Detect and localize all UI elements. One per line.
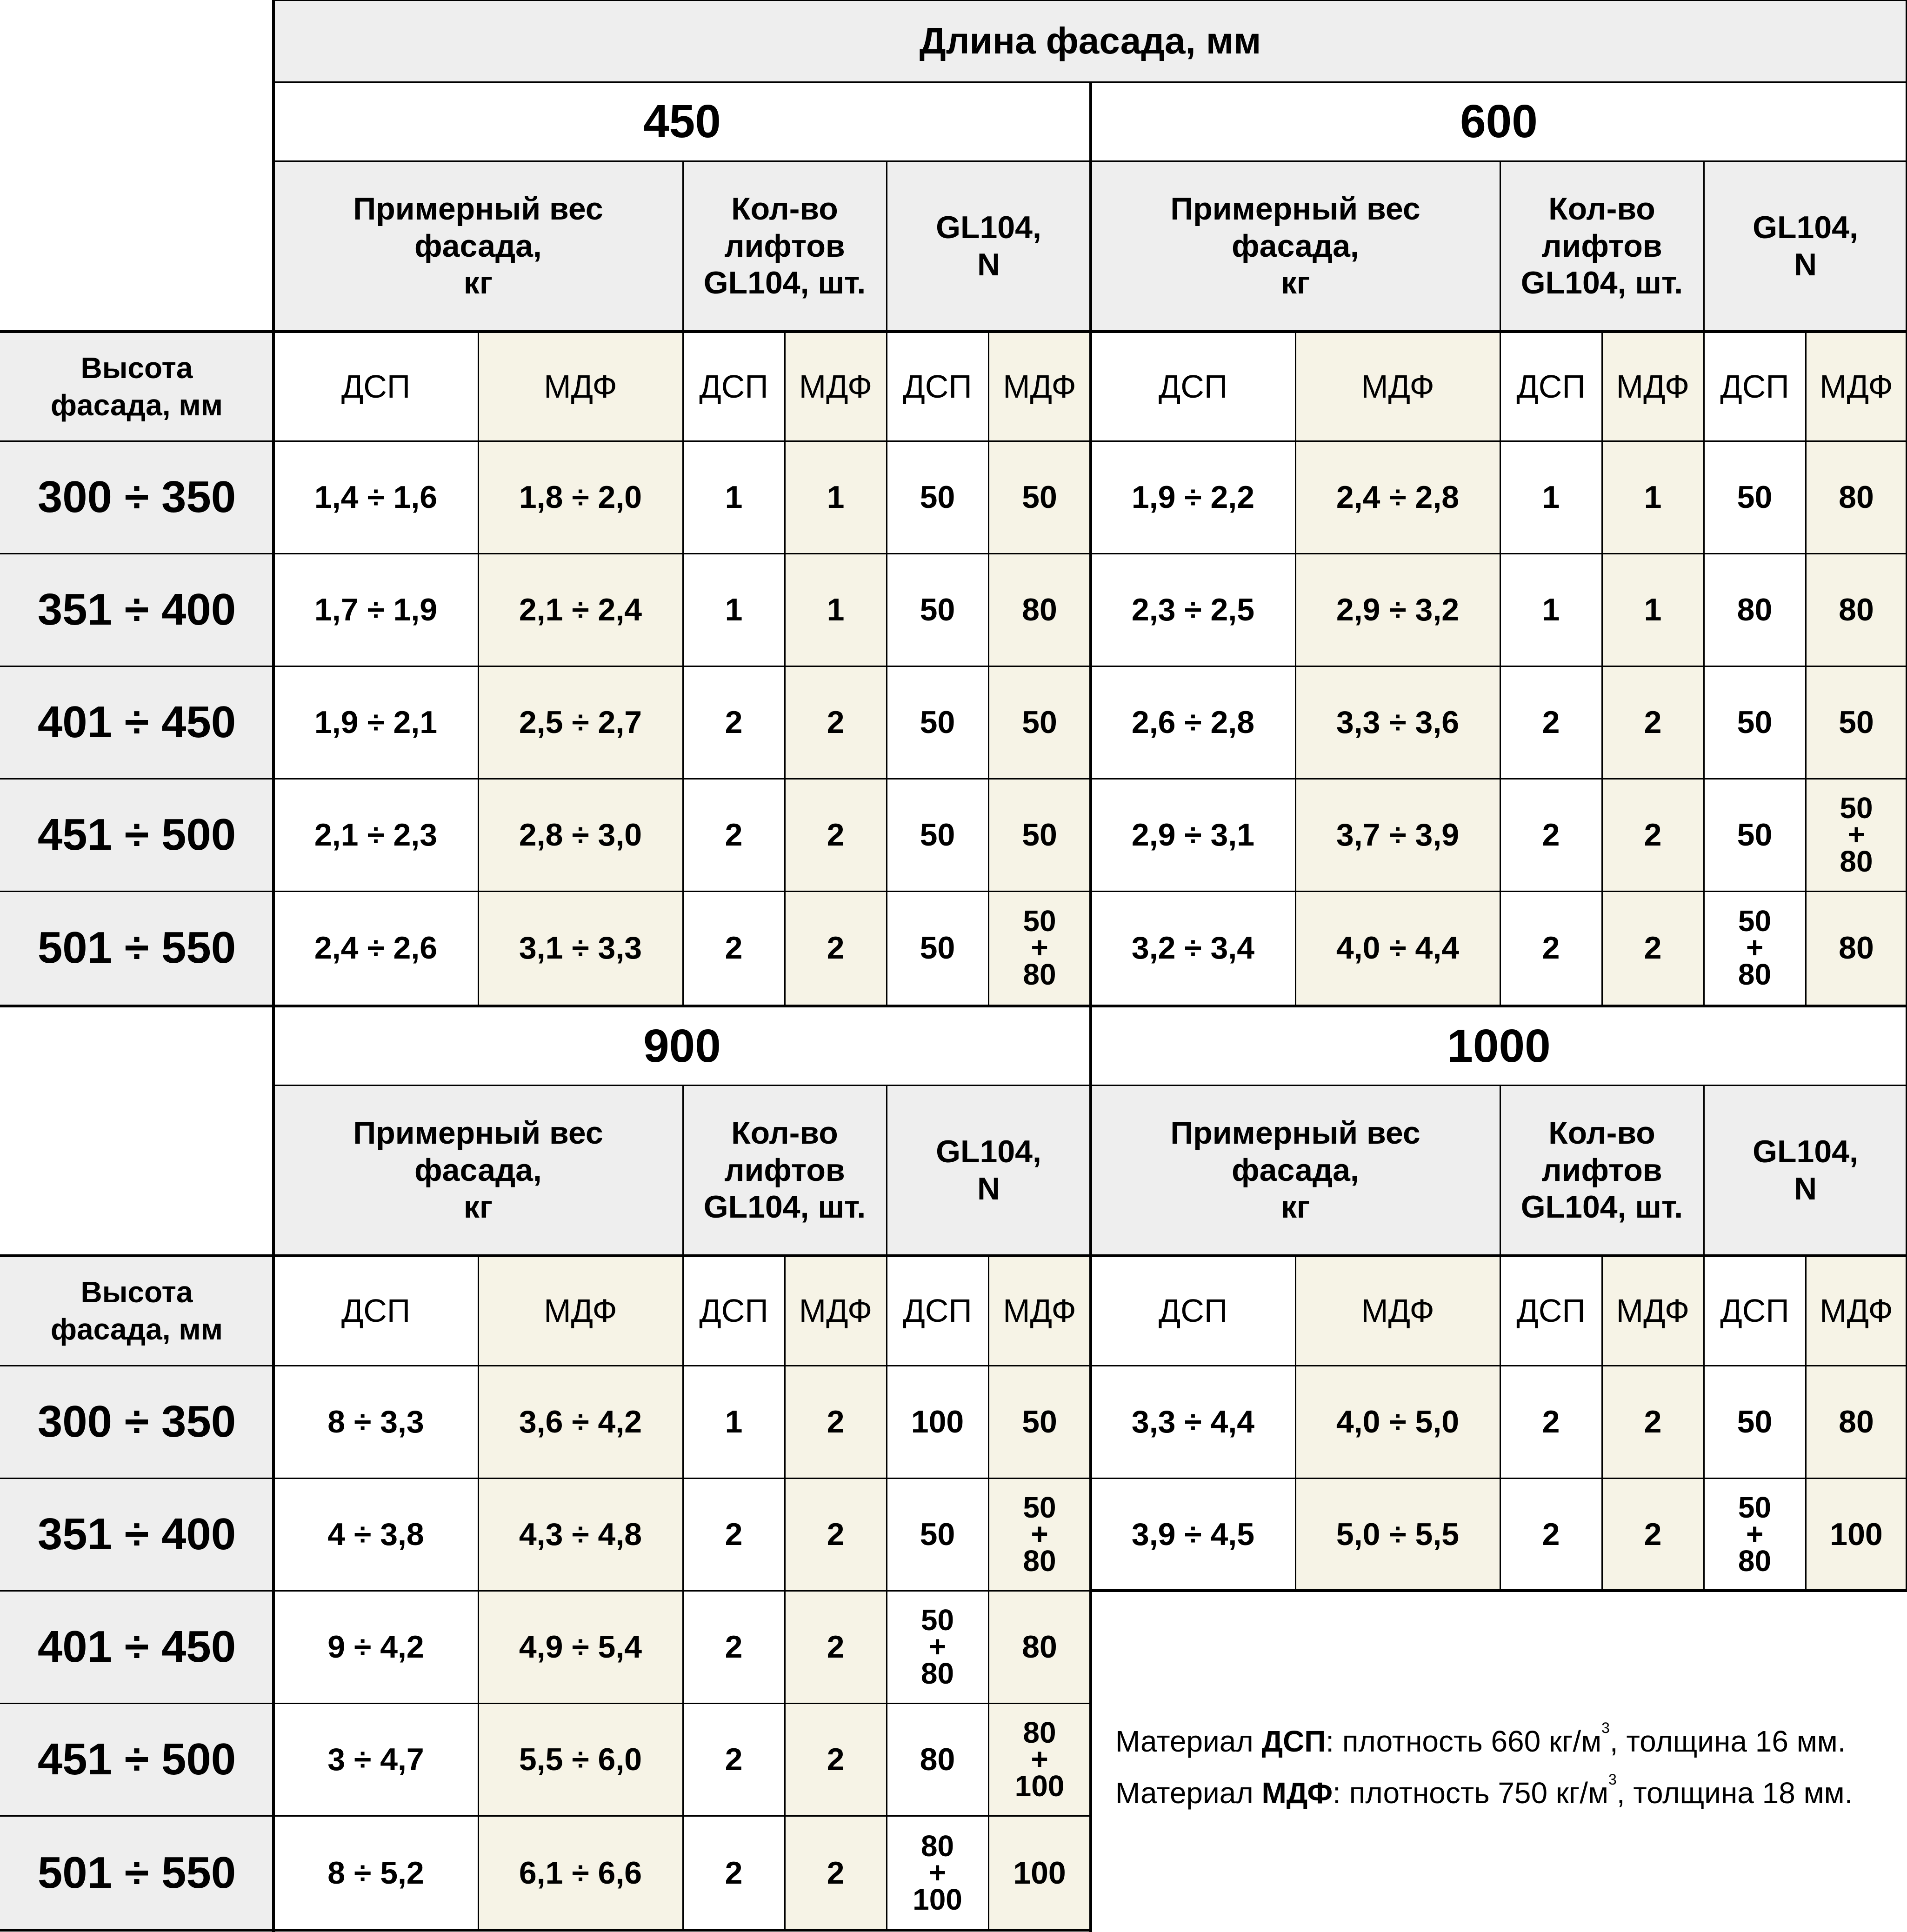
table-cell: 3,1 ÷ 3,3	[478, 891, 683, 1005]
table-cell: 50	[988, 779, 1091, 891]
table-cell: 3 ÷ 4,7	[273, 1703, 478, 1816]
grid-line	[886, 1085, 887, 1930]
table-cell: 2	[785, 1478, 887, 1591]
table-cell: 2	[785, 666, 887, 779]
table-cell: 2	[1500, 779, 1602, 891]
mdf-subheader: МДФ	[1806, 1256, 1907, 1366]
height-range-label: 351 ÷ 400	[0, 1478, 273, 1591]
lifts-group-header: Кол-во лифтов GL104, шт.	[1500, 161, 1704, 332]
table-cell: 50 + 80	[887, 1591, 988, 1703]
table-cell: 2	[785, 1591, 887, 1703]
material-name: МДФ	[1261, 1776, 1333, 1810]
dsp-subheader: ДСП	[1704, 332, 1806, 441]
table-cell: 2,5 ÷ 2,7	[478, 666, 683, 779]
table-cell: 2,3 ÷ 2,5	[1091, 553, 1295, 666]
table-cell: 2	[683, 1478, 785, 1591]
table-cell: 8 ÷ 5,2	[273, 1816, 478, 1930]
grid-line	[1500, 1085, 1501, 1591]
grid-line	[1703, 161, 1705, 1006]
mdf-subheader: МДФ	[1806, 332, 1907, 441]
table-cell: 1	[683, 441, 785, 553]
table-cell: 1	[683, 1366, 785, 1478]
table-cell: 1	[785, 553, 887, 666]
table-cell: 50	[887, 666, 988, 779]
mdf-subheader: МДФ	[478, 332, 683, 441]
grid-line	[0, 1005, 1907, 1007]
table-cell: 2,9 ÷ 3,1	[1091, 779, 1295, 891]
dsp-subheader: ДСП	[1091, 1256, 1295, 1366]
table-cell: 50	[1806, 666, 1907, 779]
table-cell: 100	[887, 1366, 988, 1478]
table-cell: 2	[683, 891, 785, 1005]
grid-line	[1805, 1256, 1807, 1591]
dsp-subheader: ДСП	[273, 332, 478, 441]
table-cell: 2	[1602, 1366, 1704, 1478]
table-cell: 2	[683, 1591, 785, 1703]
lifts-group-header: Кол-во лифтов GL104, шт.	[1500, 1085, 1704, 1256]
table-cell: 2	[683, 779, 785, 891]
table-cell: 80	[1806, 553, 1907, 666]
table-cell: 50	[988, 441, 1091, 553]
table-cell: 4,9 ÷ 5,4	[478, 1591, 683, 1703]
table-cell: 2,4 ÷ 2,6	[273, 891, 478, 1005]
height-range-label: 501 ÷ 550	[0, 891, 273, 1005]
table-cell: 50	[887, 1478, 988, 1591]
table-cell: 1	[1602, 441, 1704, 553]
weight-group-header: Примерный вес фасада, кг	[273, 161, 683, 332]
grid-line	[1703, 1085, 1705, 1591]
grid-line	[784, 1256, 786, 1930]
dsp-subheader: ДСП	[683, 332, 785, 441]
table-cell: 80	[1806, 891, 1907, 1005]
table-cell: 1	[1602, 553, 1704, 666]
table-cell: 2,6 ÷ 2,8	[1091, 666, 1295, 779]
grid-line	[1295, 1256, 1296, 1591]
table-cell: 100	[988, 1816, 1091, 1930]
table-cell: 80	[1806, 441, 1907, 553]
table-cell: 50	[988, 666, 1091, 779]
table-cell: 4 ÷ 3,8	[273, 1478, 478, 1591]
grid-line	[1295, 332, 1296, 1006]
table-cell: 2	[1500, 1366, 1602, 1478]
table-cell: 50 + 80	[1806, 779, 1907, 891]
grid-line	[0, 666, 1907, 667]
grid-line	[682, 1085, 684, 1930]
force-group-header: GL104, N	[887, 161, 1091, 332]
table-cell: 8 ÷ 3,3	[273, 1366, 478, 1478]
mdf-subheader: МДФ	[785, 332, 887, 441]
grid-line	[0, 1478, 1907, 1479]
grid-line	[0, 1365, 1907, 1366]
grid-line	[0, 1815, 1091, 1817]
height-column-header: Высота фасада, мм	[0, 332, 273, 441]
mdf-subheader: МДФ	[1295, 332, 1500, 441]
table-cell: 50	[1704, 666, 1806, 779]
table-cell: 2	[1602, 1478, 1704, 1591]
table-cell: 50 + 80	[1704, 891, 1806, 1005]
table-cell: 3,3 ÷ 3,6	[1295, 666, 1500, 779]
height-range-label: 401 ÷ 450	[0, 1591, 273, 1703]
dsp-subheader: ДСП	[1091, 332, 1295, 441]
table-cell: 2,1 ÷ 2,3	[273, 779, 478, 891]
force-group-header: GL104, N	[1704, 161, 1907, 332]
table-cell: 50 + 80	[988, 891, 1091, 1005]
page-title: Длина фасада, мм	[273, 0, 1907, 82]
table-cell: 2	[1500, 1478, 1602, 1591]
table-cell: 1,8 ÷ 2,0	[478, 441, 683, 553]
grid-line	[273, 0, 1907, 1]
table-cell: 1,4 ÷ 1,6	[273, 441, 478, 553]
height-range-label: 300 ÷ 350	[0, 441, 273, 553]
facade-length-header: 1000	[1091, 1007, 1907, 1085]
dsp-subheader: ДСП	[273, 1256, 478, 1366]
lifts-group-header: Кол-во лифтов GL104, шт.	[683, 161, 887, 332]
grid-line	[0, 1254, 1907, 1257]
weight-group-header: Примерный вес фасада, кг	[1091, 161, 1500, 332]
table-cell: 6,1 ÷ 6,6	[478, 1816, 683, 1930]
mdf-subheader: МДФ	[988, 1256, 1091, 1366]
table-cell: 80	[988, 553, 1091, 666]
table-cell: 80	[988, 1591, 1091, 1703]
weight-group-header: Примерный вес фасада, кг	[273, 1085, 683, 1256]
table-cell: 50 + 80	[1704, 1478, 1806, 1591]
mdf-subheader: МДФ	[1602, 332, 1704, 441]
dsp-subheader: ДСП	[887, 1256, 988, 1366]
grid-line	[1601, 332, 1603, 1006]
height-range-label: 501 ÷ 550	[0, 1816, 273, 1930]
table-cell: 2	[785, 1703, 887, 1816]
height-column-header: Высота фасада, мм	[0, 1256, 273, 1366]
table-cell: 4,0 ÷ 5,0	[1295, 1366, 1500, 1478]
table-cell: 80	[1704, 553, 1806, 666]
dsp-subheader: ДСП	[887, 332, 988, 441]
table-cell: 2	[1500, 891, 1602, 1005]
material-name: ДСП	[1261, 1725, 1326, 1758]
table-cell: 50	[887, 553, 988, 666]
table-cell: 5,5 ÷ 6,0	[478, 1703, 683, 1816]
grid-line	[1091, 1589, 1907, 1592]
table-cell: 1,9 ÷ 2,1	[273, 666, 478, 779]
height-range-label: 401 ÷ 450	[0, 666, 273, 779]
grid-line	[988, 332, 989, 1006]
table-cell: 1	[683, 553, 785, 666]
mdf-subheader: МДФ	[478, 1256, 683, 1366]
table-cell: 2,4 ÷ 2,8	[1295, 441, 1500, 553]
grid-line	[886, 161, 887, 1006]
table-cell: 50 + 80	[988, 1478, 1091, 1591]
table-cell: 1,9 ÷ 2,2	[1091, 441, 1295, 553]
dsp-subheader: ДСП	[1500, 1256, 1602, 1366]
height-range-label: 351 ÷ 400	[0, 553, 273, 666]
table-cell: 2	[785, 891, 887, 1005]
facade-length-header: 600	[1091, 82, 1907, 161]
table-cell: 80 + 100	[988, 1703, 1091, 1816]
grid-line	[478, 332, 479, 1006]
mdf-subheader: МДФ	[988, 332, 1091, 441]
table-cell: 1	[1500, 441, 1602, 553]
table-cell: 5,0 ÷ 5,5	[1295, 1478, 1500, 1591]
facade-length-header: 900	[273, 1007, 1091, 1085]
dsp-subheader: ДСП	[683, 1256, 785, 1366]
force-group-header: GL104, N	[1704, 1085, 1907, 1256]
mdf-subheader: МДФ	[785, 1256, 887, 1366]
table-cell: 4,3 ÷ 4,8	[478, 1478, 683, 1591]
table-cell: 2	[1500, 666, 1602, 779]
grid-line	[0, 1929, 1091, 1932]
table-cell: 9 ÷ 4,2	[273, 1591, 478, 1703]
table-cell: 2,1 ÷ 2,4	[478, 553, 683, 666]
mdf-subheader: МДФ	[1295, 1256, 1500, 1366]
grid-line	[1601, 1256, 1603, 1591]
weight-group-header: Примерный вес фасада, кг	[1091, 1085, 1500, 1256]
mdf-subheader: МДФ	[1602, 1256, 1704, 1366]
table-cell: 2	[683, 1703, 785, 1816]
table-cell: 50	[887, 779, 988, 891]
table-cell: 100	[1806, 1478, 1907, 1591]
table-cell: 50	[1704, 1366, 1806, 1478]
table-cell: 2,8 ÷ 3,0	[478, 779, 683, 891]
table-cell: 1	[785, 441, 887, 553]
table-cell: 3,6 ÷ 4,2	[478, 1366, 683, 1478]
force-group-header: GL104, N	[887, 1085, 1091, 1256]
grid-line	[0, 440, 1907, 442]
table-cell: 50	[1704, 779, 1806, 891]
table-cell: 50	[887, 441, 988, 553]
height-range-label: 451 ÷ 500	[0, 1703, 273, 1816]
table-cell: 2	[683, 1816, 785, 1930]
table-cell: 3,9 ÷ 4,5	[1091, 1478, 1295, 1591]
grid-line	[0, 330, 1907, 333]
grid-line	[478, 1256, 479, 1930]
grid-line	[0, 778, 1907, 779]
facade-length-header: 450	[273, 82, 1091, 161]
grid-line	[1906, 0, 1907, 1591]
dsp-subheader: ДСП	[1704, 1256, 1806, 1366]
table-cell: 50	[988, 1366, 1091, 1478]
table-cell: 3,3 ÷ 4,4	[1091, 1366, 1295, 1478]
grid-line	[0, 1703, 1091, 1704]
dsp-subheader: ДСП	[1500, 332, 1602, 441]
table-cell: 2	[1602, 666, 1704, 779]
grid-line	[0, 891, 1907, 892]
material-note: Материал ДСП: плотность 660 $кг/м^3$, толщина 16 мм.	[1115, 1719, 1846, 1758]
table-cell: 50	[887, 891, 988, 1005]
lifts-group-header: Кол-во лифтов GL104, шт.	[683, 1085, 887, 1256]
grid-line	[1500, 161, 1501, 1006]
table-cell: 3,7 ÷ 3,9	[1295, 779, 1500, 891]
table-cell: 1	[1500, 553, 1602, 666]
grid-line	[988, 1256, 989, 1930]
table-cell: 2	[785, 1366, 887, 1478]
grid-line	[1805, 332, 1807, 1006]
table-cell: 1,7 ÷ 1,9	[273, 553, 478, 666]
table-cell: 2	[1602, 779, 1704, 891]
table-cell: 80	[887, 1703, 988, 1816]
table-cell: 50	[1704, 441, 1806, 553]
material-note: Материал МДФ: плотность 750 $кг/м^3$, толщина 18 мм.	[1115, 1771, 1853, 1810]
table-cell: 80 + 100	[887, 1816, 988, 1930]
table-cell: 2	[785, 1816, 887, 1930]
grid-line	[682, 161, 684, 1006]
table-cell: 2	[683, 666, 785, 779]
table-cell: 2	[1602, 891, 1704, 1005]
height-range-label: 300 ÷ 350	[0, 1366, 273, 1478]
height-range-label: 451 ÷ 500	[0, 779, 273, 891]
table-cell: 4,0 ÷ 4,4	[1295, 891, 1500, 1005]
table-cell: 2	[785, 779, 887, 891]
grid-line	[0, 553, 1907, 554]
table-cell: 3,2 ÷ 3,4	[1091, 891, 1295, 1005]
grid-line	[272, 0, 275, 1932]
grid-line	[784, 332, 786, 1006]
grid-line	[1089, 82, 1092, 1932]
table-cell: 2,9 ÷ 3,2	[1295, 553, 1500, 666]
table-cell: 80	[1806, 1366, 1907, 1478]
